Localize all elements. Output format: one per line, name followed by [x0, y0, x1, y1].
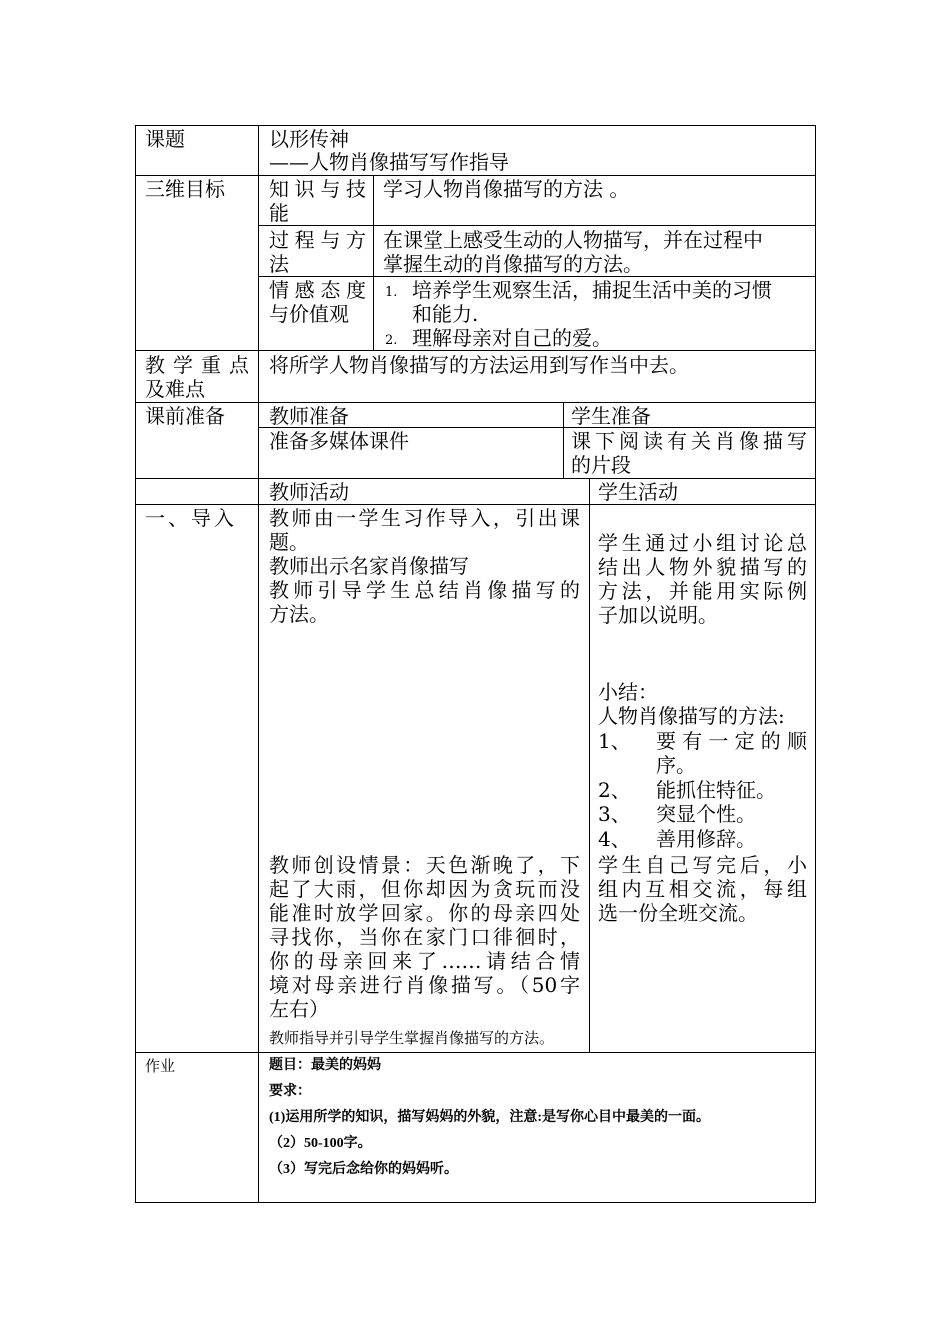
teacher-activity-line: 教师引导学生总结肖像描写的: [269, 578, 580, 602]
homework-title: 题目：最美的妈妈: [269, 1058, 381, 1073]
emotion-label-line2: 与价值观: [269, 302, 349, 326]
teacher-prep-text: 准备多媒体课件: [269, 429, 409, 453]
emotion-item-number: 2.: [385, 333, 398, 348]
process-label-line1: 过程与方: [269, 228, 366, 252]
summary-label: 小结：: [598, 680, 658, 704]
label-column-divider: [258, 125, 259, 1203]
preparation-divider: [563, 402, 564, 479]
homework-requirement: （2）50-100字。: [269, 1136, 372, 1151]
method-text: 要有一定的顺: [656, 729, 807, 753]
preparation-label: 课前准备: [145, 404, 225, 428]
row-separator: [135, 504, 816, 505]
teacher-activity-line: 方法。: [269, 602, 329, 626]
course-title-main: 以形传神: [269, 127, 349, 151]
row-separator: [135, 402, 816, 403]
objectives-label: 三维目标: [145, 177, 225, 201]
teacher-activity-line: 题。: [269, 530, 309, 554]
section-intro-label: 一、导入: [145, 506, 234, 530]
teacher-activity-line: 境对母亲进行肖像描写。（50字: [269, 973, 580, 997]
teacher-activity-line: 教师创设情景：天色渐晚了，下: [269, 853, 580, 877]
teacher-activity-line: 教师由一学生习作导入，引出课: [269, 506, 580, 530]
emotion-label-line1: 情感态度: [269, 278, 366, 302]
table-border-top: [135, 125, 816, 126]
method-text: 善用修辞。: [656, 827, 756, 851]
table-border-left: [135, 125, 136, 1203]
homework-requirement: （3）写完后念给你的妈妈听。: [269, 1162, 458, 1177]
student-prep-header: 学生准备: [571, 404, 651, 428]
teacher-guidance-note: 教师指导并引导学生掌握肖像描写的方法。: [269, 1029, 555, 1047]
student-activity-line: 组内互相交流，每组: [598, 877, 807, 901]
objectives-divider: [373, 175, 374, 351]
method-number: 1、: [598, 729, 631, 753]
method-text: 突显个性。: [656, 802, 756, 826]
teacher-prep-header: 教师准备: [269, 404, 349, 428]
homework-requirement: (1)运用所学的知识，描写妈妈的外貌，注意:是写你心目中最美的一面。: [269, 1110, 710, 1125]
student-activity-line: 学生通过小组讨论总: [598, 531, 807, 555]
method-number: 2、: [598, 778, 631, 802]
knowledge-label-line2: 能: [269, 201, 289, 225]
key-points-label-line2: 及难点: [145, 377, 205, 401]
method-number: 4、: [598, 827, 631, 851]
student-prep-text-line1: 课下阅读有关肖像描写: [571, 429, 807, 453]
student-prep-text-line2: 的片段: [571, 453, 631, 477]
teacher-activity-line: 能准时放学回家。你的母亲四处: [269, 901, 580, 925]
course-title-subtitle: ——人物肖像描写写作指导: [269, 150, 509, 174]
student-activity-header: 学生活动: [598, 480, 678, 504]
row-separator: [258, 225, 816, 226]
row-separator: [135, 175, 816, 176]
method-number: 3、: [598, 802, 631, 826]
method-text: 能抓住特征。: [656, 778, 776, 802]
emotion-item-text: 培养学生观察生活，捕捉生活中美的习惯: [412, 278, 772, 302]
method-text: 序。: [656, 753, 696, 777]
teacher-activity-line: 左右）: [269, 997, 329, 1021]
process-text-line2: 掌握生动的肖像描写的方法。: [383, 252, 643, 276]
emotion-item-text: 理解母亲对自己的爱。: [412, 326, 612, 350]
process-text-line1: 在课堂上感受生动的人物描写，并在过程中: [383, 228, 763, 252]
key-points-text: 将所学人物肖像描写的方法运用到写作当中去。: [269, 353, 689, 377]
activities-divider: [589, 478, 590, 1053]
knowledge-text: 学习人物肖像描写的方法 。: [383, 177, 630, 201]
teacher-activity-header: 教师活动: [269, 480, 349, 504]
knowledge-label-line1: 知识与技: [269, 177, 366, 201]
row-separator: [135, 1052, 816, 1053]
student-activity-line: 选一份全班交流。: [598, 901, 758, 925]
emotion-item-number: 1.: [385, 285, 398, 300]
table-border-right: [815, 125, 816, 1203]
student-activity-line: 学生自己写完后，小: [598, 853, 807, 877]
table-border-bottom: [135, 1202, 816, 1203]
process-label-line2: 法: [269, 252, 289, 276]
homework-label: 作业: [145, 1057, 176, 1075]
emotion-item-text: 和能力.: [412, 302, 479, 326]
student-activity-line: 子加以说明。: [598, 603, 718, 627]
teacher-activity-line: 教师出示名家肖像描写: [269, 554, 469, 578]
course-title-label: 课题: [145, 127, 185, 151]
teacher-activity-line: 起了大雨，但你却因为贪玩而没: [269, 877, 580, 901]
teacher-activity-line: 寻找你，当你在家门口徘徊时，: [269, 925, 580, 949]
summary-title: 人物肖像描写的方法:: [598, 704, 785, 728]
teacher-activity-line: 你的母亲回来了……请结合情: [269, 949, 580, 973]
key-points-label-line1: 教学重点: [145, 353, 249, 377]
row-separator: [135, 478, 816, 479]
student-activity-line: 结出人物外貌描写的: [598, 555, 807, 579]
homework-requirements-label: 要求：: [269, 1084, 311, 1099]
student-activity-line: 方法，并能用实际例: [598, 579, 807, 603]
